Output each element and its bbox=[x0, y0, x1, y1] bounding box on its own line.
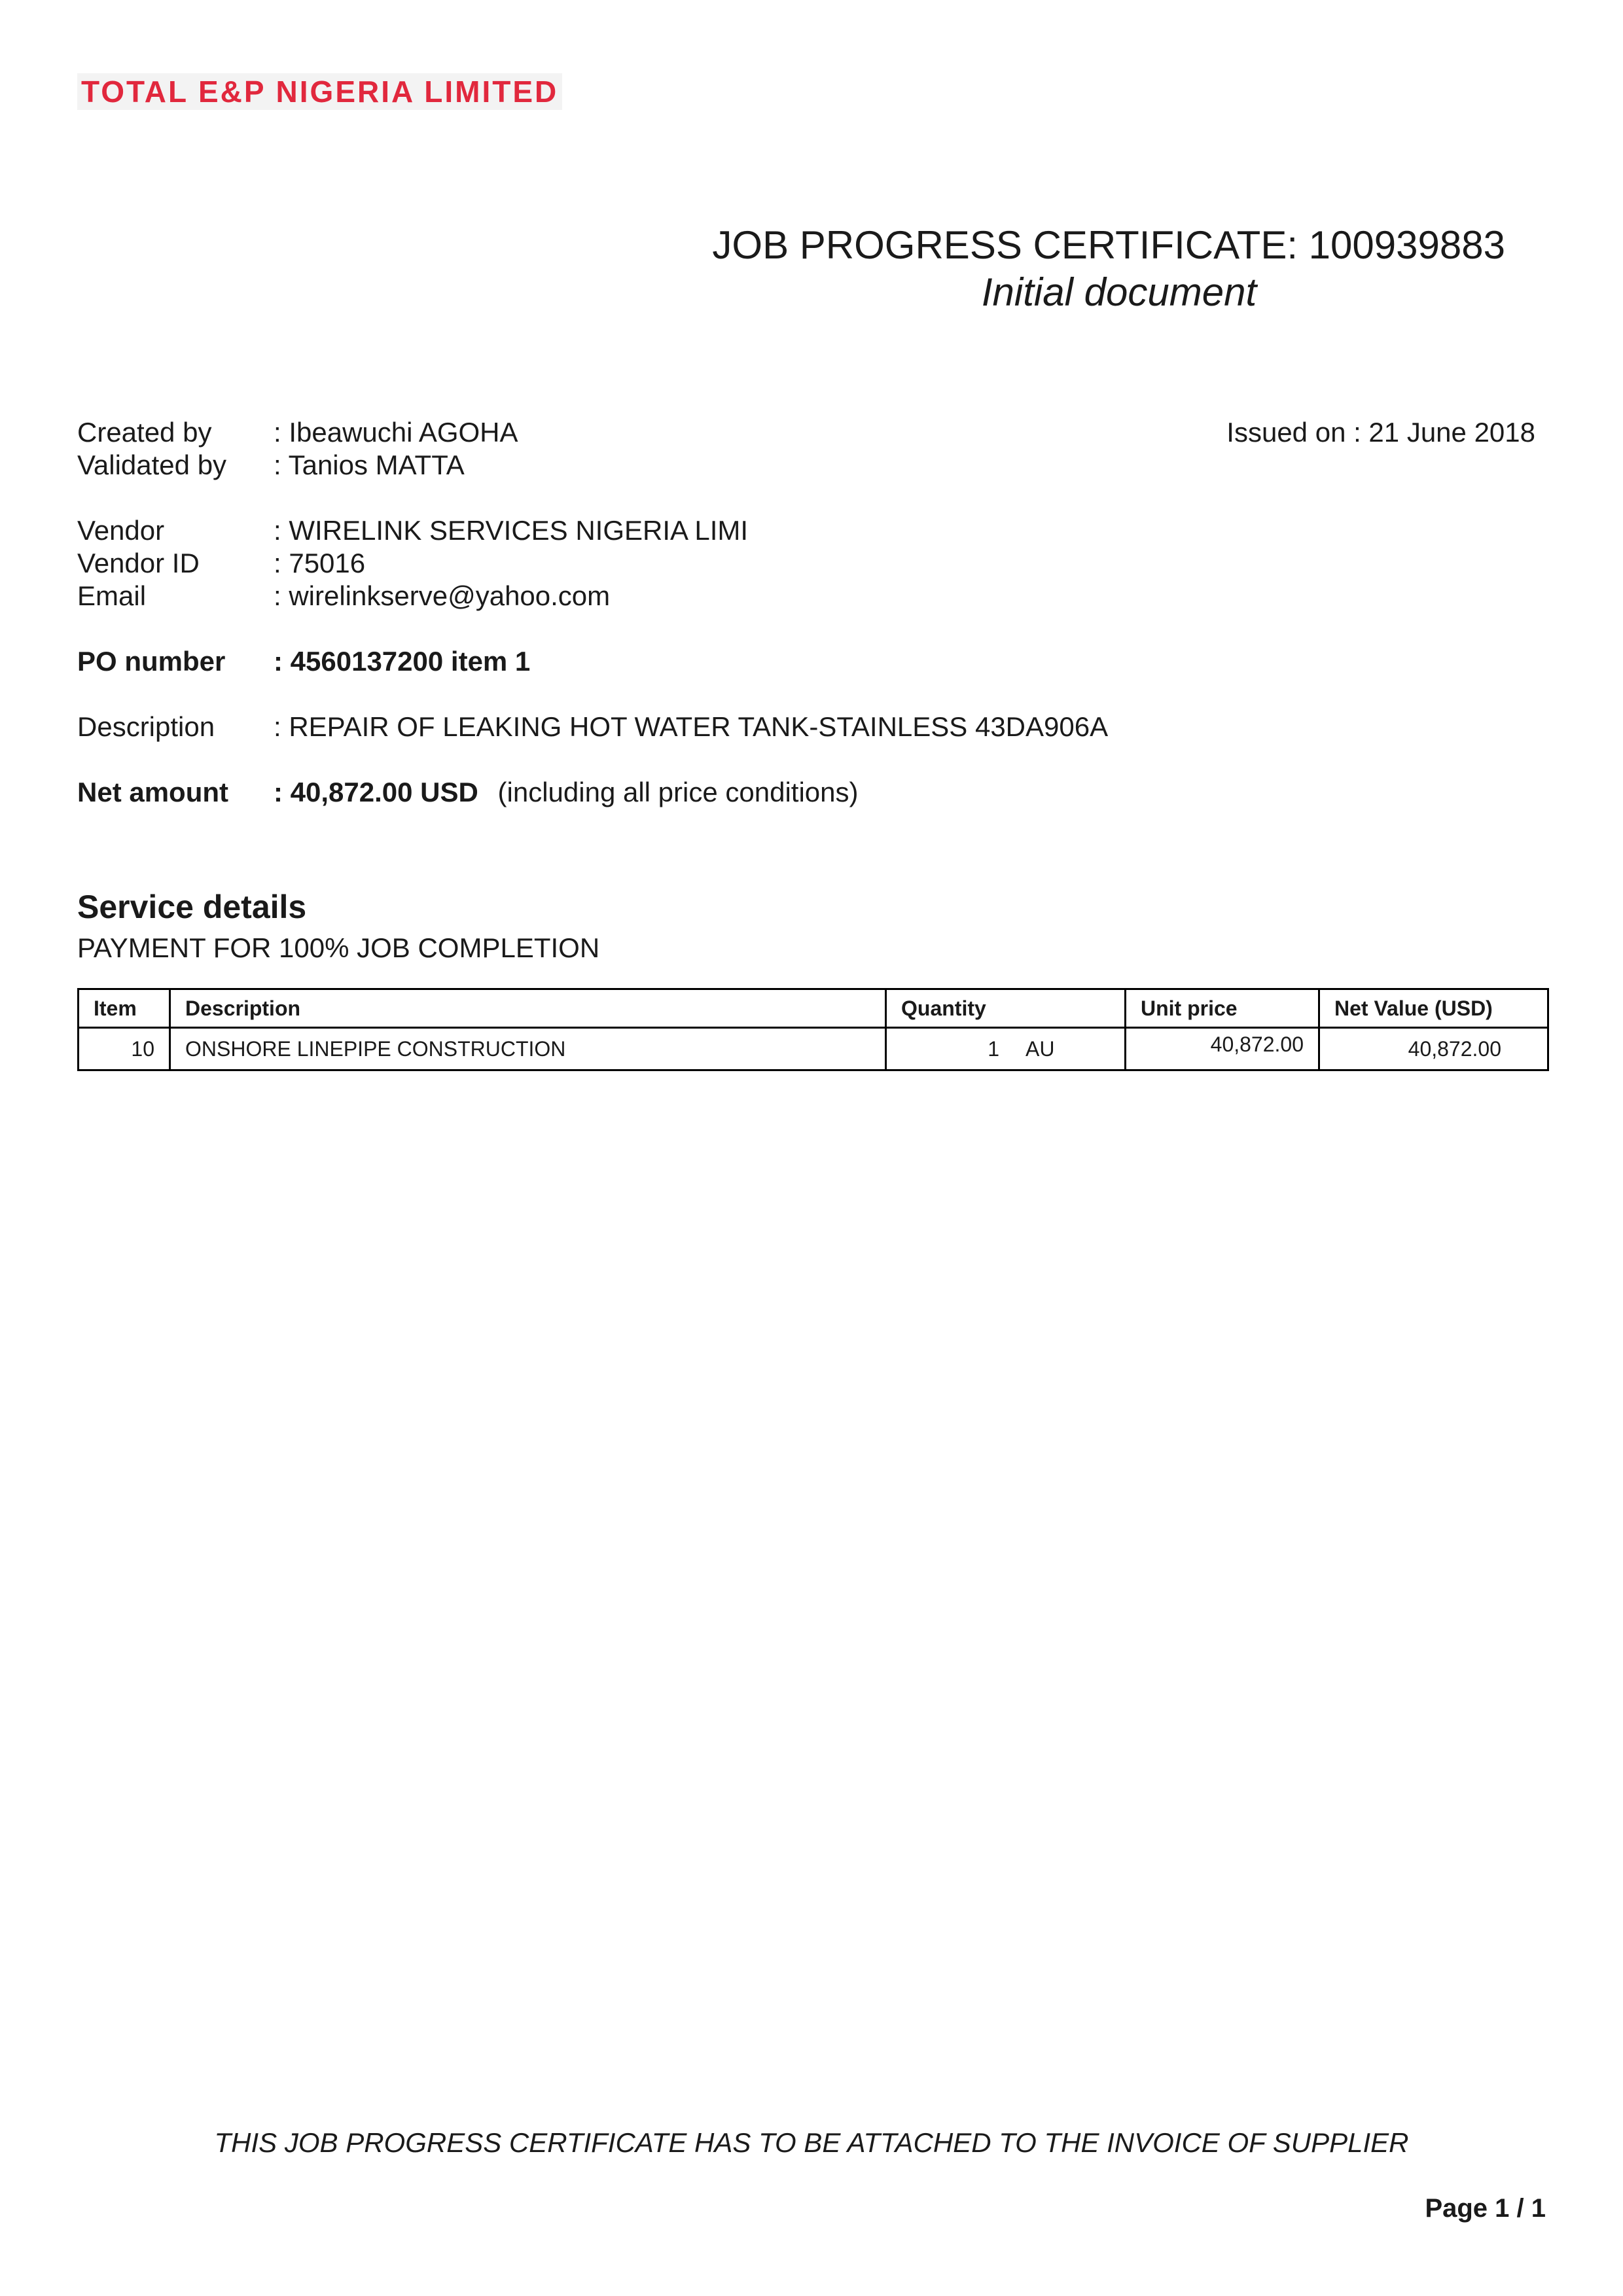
footer-note: THIS JOB PROGRESS CERTIFICATE HAS TO BE ATTACHED TO THE INVOICE OF SUPPLIER bbox=[214, 2127, 1409, 2158]
cell-item: 10 bbox=[79, 1028, 170, 1070]
cell-quantity bbox=[886, 1028, 1126, 1070]
vendor-label: Vendor bbox=[77, 515, 165, 546]
table-row bbox=[79, 1028, 1548, 1070]
cell-quantity-value: 1 bbox=[988, 1036, 999, 1061]
net-amount-line bbox=[274, 776, 858, 809]
table-header-row bbox=[79, 989, 1548, 1028]
net-amount-label: Net amount bbox=[77, 777, 228, 807]
description-value: : REPAIR OF LEAKING HOT WATER TANK-STAINLESS 43DA906A bbox=[274, 711, 1109, 742]
cell-description: ONSHORE LINEPIPE CONSTRUCTION bbox=[170, 1028, 886, 1070]
email-value: : wirelinkserve@yahoo.com bbox=[274, 580, 611, 611]
cell-net-value: 40,872.00 bbox=[1319, 1028, 1548, 1070]
company-logo: TOTAL E&P NIGERIA LIMITED bbox=[77, 73, 562, 110]
document-subtitle: Initial document bbox=[981, 270, 1257, 314]
header-description: Description bbox=[170, 989, 886, 1028]
description-label: Description bbox=[77, 711, 215, 742]
service-items-table bbox=[77, 988, 1549, 1071]
service-details-subtitle: PAYMENT FOR 100% JOB COMPLETION bbox=[77, 932, 600, 963]
cell-unit-price: 40,872.00 bbox=[1126, 1028, 1319, 1070]
po-number-label: PO number bbox=[77, 646, 226, 677]
vendor-id-value: : 75016 bbox=[274, 548, 366, 578]
vendor-value: : WIRELINK SERVICES NIGERIA LIMI bbox=[274, 515, 749, 546]
document-title: JOB PROGRESS CERTIFICATE: 100939883 bbox=[712, 223, 1505, 267]
header-quantity: Quantity bbox=[886, 989, 1126, 1028]
email-label: Email bbox=[77, 580, 147, 611]
validated-by-label: Validated by bbox=[77, 450, 227, 480]
header-unit-price: Unit price bbox=[1126, 989, 1319, 1028]
created-by-label: Created by bbox=[77, 417, 212, 448]
issued-on: Issued on : 21 June 2018 bbox=[1226, 417, 1535, 448]
created-by-value: : Ibeawuchi AGOHA bbox=[274, 417, 518, 448]
po-number-value: : 4560137200 item 1 bbox=[274, 646, 531, 677]
header-item: Item bbox=[79, 989, 170, 1028]
validated-by-value: : Tanios MATTA bbox=[274, 450, 465, 480]
cell-quantity-unit: AU bbox=[1026, 1036, 1055, 1061]
net-amount-note: (including all price conditions) bbox=[497, 777, 859, 807]
net-amount-value: : 40,872.00 USD bbox=[274, 777, 478, 807]
vendor-id-label: Vendor ID bbox=[77, 548, 200, 578]
header-net-value: Net Value (USD) bbox=[1319, 989, 1548, 1028]
service-details-title: Service details bbox=[77, 889, 307, 925]
page-number: Page 1 / 1 bbox=[1425, 2194, 1546, 2223]
